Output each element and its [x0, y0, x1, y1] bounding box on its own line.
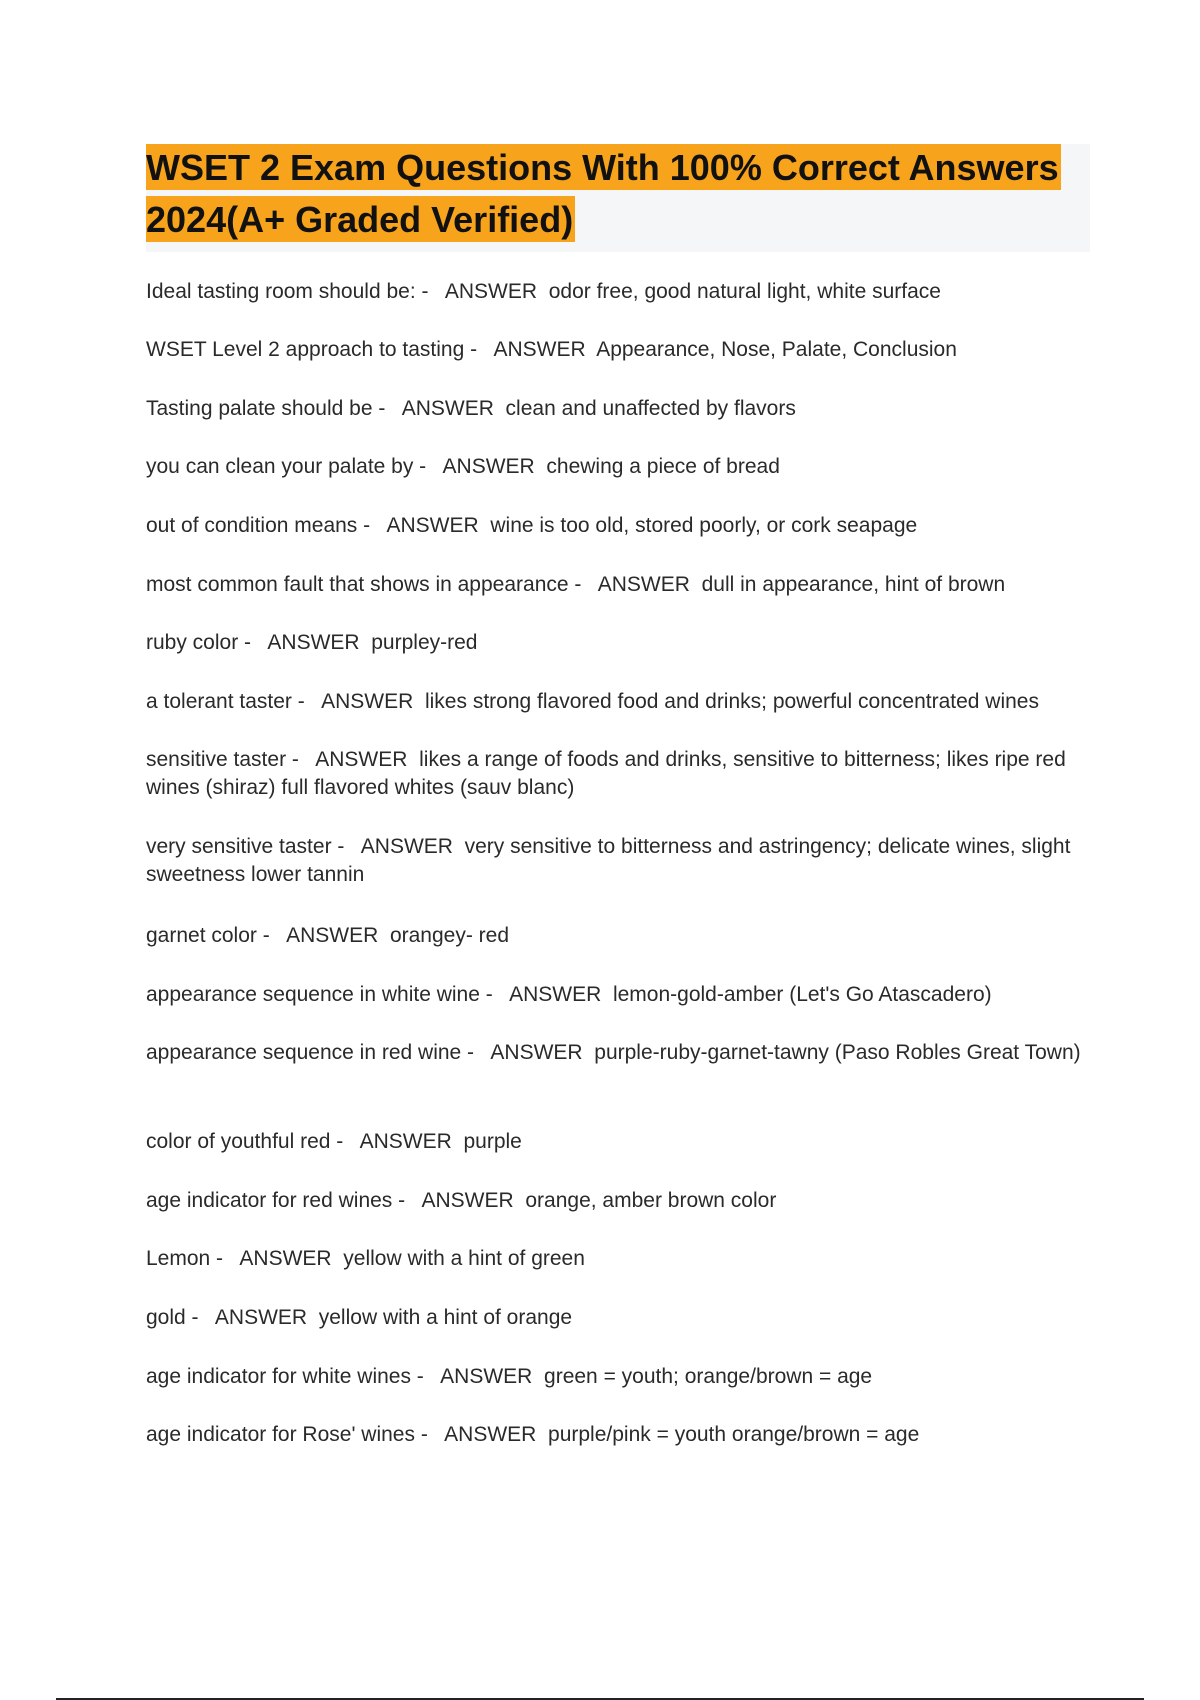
- qa-question: sensitive taster -: [146, 748, 299, 771]
- qa-question: WSET Level 2 approach to tasting -: [146, 338, 478, 361]
- qa-answer-marker: ANSWER: [267, 631, 360, 654]
- qa-answer: purple: [463, 1130, 522, 1153]
- qa-question: age indicator for red wines -: [146, 1189, 406, 1212]
- qa-answer-marker: ANSWER: [440, 1365, 533, 1388]
- qa-item: [146, 1304, 1096, 1332]
- qa-item: [146, 1363, 1096, 1391]
- qa-item: [146, 688, 1096, 716]
- qa-answer: purpley-red: [371, 631, 478, 654]
- qa-item: [146, 336, 1096, 364]
- qa-item: [146, 922, 1096, 950]
- qa-item: [146, 1187, 1096, 1215]
- qa-question: a tolerant taster -: [146, 690, 305, 713]
- qa-item: [146, 833, 1096, 889]
- qa-answer: likes strong flavored food and drinks; powerful concentrated wines: [424, 690, 1039, 713]
- qa-answer: purple-ruby-garnet-tawny (Paso Robles Great Town): [594, 1041, 1081, 1064]
- qa-item: [146, 1128, 1096, 1156]
- qa-question: appearance sequence in white wine -: [146, 983, 493, 1006]
- qa-question: age indicator for Rose' wines -: [146, 1423, 428, 1446]
- qa-answer-marker: ANSWER: [239, 1247, 332, 1270]
- qa-answer: orange, amber brown color: [525, 1189, 777, 1212]
- qa-item: [146, 1039, 1096, 1067]
- qa-item: [146, 981, 1096, 1009]
- qa-answer: purple/pink = youth orange/brown = age: [548, 1423, 920, 1446]
- qa-answer: dull in appearance, hint of brown: [701, 573, 1006, 596]
- qa-answer-marker: ANSWER: [360, 835, 453, 858]
- qa-answer-marker: ANSWER: [401, 397, 494, 420]
- qa-question: very sensitive taster -: [146, 835, 345, 858]
- qa-question: appearance sequence in red wine -: [146, 1041, 475, 1064]
- qa-item: [146, 512, 1096, 540]
- qa-answer-marker: ANSWER: [444, 280, 538, 303]
- qa-answer: wine is too old, stored poorly, or cork seapage: [490, 514, 918, 537]
- qa-answer: chewing a piece of bread: [546, 455, 780, 478]
- qa-item: [146, 395, 1096, 423]
- title-block: [146, 144, 1090, 252]
- qa-question: ruby color -: [146, 631, 252, 654]
- qa-item: [146, 571, 1096, 599]
- qa-answer-marker: ANSWER: [493, 338, 586, 361]
- qa-answer: clean and unaffected by flavors: [505, 397, 796, 420]
- qa-answer: yellow with a hint of green: [343, 1247, 585, 1270]
- qa-question: out of condition means -: [146, 514, 371, 537]
- qa-answer: odor free, good natural light, white surface: [548, 280, 941, 303]
- qa-question: you can clean your palate by -: [146, 455, 427, 478]
- qa-answer-marker: ANSWER: [321, 690, 414, 713]
- document-title-line-2: 2024(A+ Graded Verified): [146, 196, 575, 242]
- qa-question: gold -: [146, 1306, 199, 1329]
- qa-answer-marker: ANSWER: [421, 1189, 514, 1212]
- qa-question: most common fault that shows in appearance -: [146, 573, 582, 596]
- qa-answer: orangey- red: [389, 924, 510, 947]
- qa-answer: lemon-gold-amber (Let's Go Atascadero): [612, 983, 992, 1006]
- qa-question: age indicator for white wines -: [146, 1365, 424, 1388]
- qa-item: [146, 629, 1096, 657]
- qa-item: [146, 1245, 1096, 1273]
- qa-answer-marker: ANSWER: [214, 1306, 308, 1329]
- qa-item: [146, 278, 1096, 306]
- qa-item: [146, 746, 1096, 802]
- qa-answer-marker: ANSWER: [359, 1130, 452, 1153]
- qa-answer-marker: ANSWER: [509, 983, 602, 1006]
- qa-answer-marker: ANSWER: [315, 748, 408, 771]
- qa-answer: very sensitive to bitterness and astringency; delicate wines, slight sweetness lower tannin: [146, 835, 1071, 886]
- qa-answer-marker: ANSWER: [597, 573, 690, 596]
- qa-question: garnet color -: [146, 924, 270, 947]
- qa-answer-marker: ANSWER: [444, 1423, 537, 1446]
- qa-answer-marker: ANSWER: [442, 455, 535, 478]
- qa-answer: likes a range of foods and drinks, sensitive to bitterness; likes ripe red wines (shiraz) full flavored whites (sauv blanc): [146, 748, 1066, 799]
- document-title-line-1: WSET 2 Exam Questions With 100% Correct Answers: [146, 144, 1061, 190]
- qa-question: Tasting palate should be -: [146, 397, 386, 420]
- qa-answer: green = youth; orange/brown = age: [544, 1365, 873, 1388]
- qa-question: Lemon -: [146, 1247, 224, 1270]
- qa-answer-marker: ANSWER: [286, 924, 379, 947]
- qa-question: Ideal tasting room should be: -: [146, 280, 429, 303]
- qa-answer-marker: ANSWER: [490, 1041, 583, 1064]
- qa-item: [146, 1421, 1096, 1449]
- qa-answer: Appearance, Nose, Palate, Conclusion: [596, 338, 957, 361]
- qa-answer-marker: ANSWER: [386, 514, 479, 537]
- qa-answer: yellow with a hint of orange: [318, 1306, 573, 1329]
- qa-question: color of youthful red -: [146, 1130, 344, 1153]
- qa-item: [146, 453, 1096, 481]
